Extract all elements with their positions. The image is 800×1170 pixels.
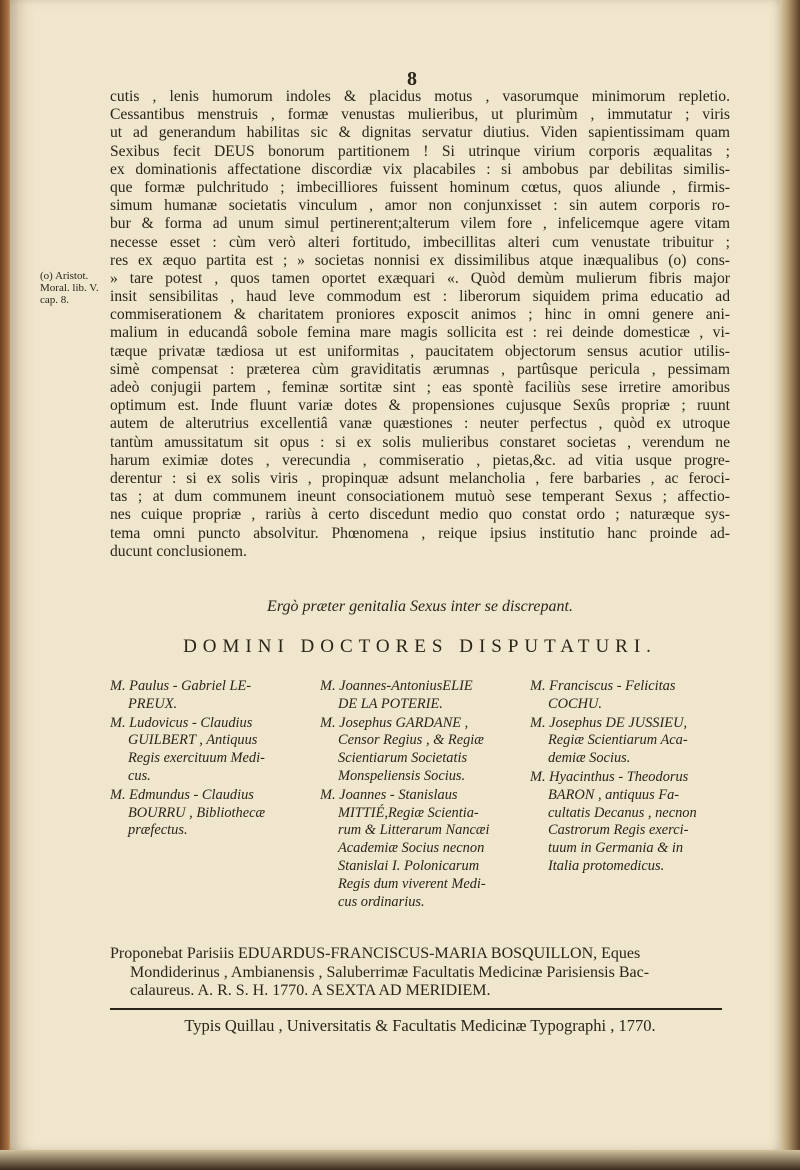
body-line: necesse esset : cùm verò alteri fortitudo, imbecillitas alteri cum venustate tribuitur ; [110,233,730,251]
body-line: tema omni puncto absolvitur. Phœnomena , reique ipsius institutio hanc proinde ad- [110,524,730,542]
printer-imprint: Typis Quillau , Universitatis & Facultatis Medicinæ Typographi , 1770. [184,1016,656,1035]
doctor-line: cus ordinarius. [338,893,425,910]
body-line: Cessantibus menstruis , formæ venustas mulieribus, ut plurimùm , immutatur ; viris [110,106,730,124]
body-line: optimum est. Inde fluunt variæ dotes & propensiones cujusque Sexûs propriæ ; ruunt [110,397,730,415]
doctor-entry [530,678,745,714]
doctor-line: BOURRU , Bibliothecæ [128,804,266,821]
body-line: simè compensat : præterea cùm graviditatis ærumnas , partûsque pericula , pessimam [110,360,730,378]
doctor-line: Scientiarum Societatis [338,750,468,767]
body-line: res ex æquo partita est ; » societas nonnisi ex dissimilibus atque inæqualibus (o) cons- [110,251,730,269]
body-line: insit sensibilitas , haud leve commodum est : liberorum siquidem prima educatio ad [110,288,730,306]
body-line: tas ; at dum communem ineunt consociationem mutuò sese temperant Sexus ; affectio- [110,488,730,506]
body-line: commiserationem & charitatem proniores exposcit animos ; hinc in omni genere ani- [110,306,730,324]
doctor-line: rum & Litterarum Nancæi [338,822,490,839]
body-line: » tare potest , quos tamen oportet exæquari «. Quòd demùm mulierum fibris major [110,269,730,287]
doctor-line: cus. [128,767,151,784]
doctor-line: M. Joannes - Stanislaus [320,786,458,803]
doctor-line: M. Paulus - Gabriel LE- [110,678,252,694]
doctor-line: præfectus. [128,822,188,839]
doctor-line: Academiæ Socius necnon [338,840,485,857]
doctor-line: M. Edmundus - Claudius [110,786,254,803]
body-line: tantùm amussitatum sit opus : si ex solis mulieribus constaret societas , verendum ne [110,433,730,451]
doctor-line: COCHU. [548,695,602,712]
body-line: simum humanæ societatis vinculum , amor non conjunxisset : sin autem corporis ro- [110,197,730,215]
doctors-column-2 [320,678,530,912]
doctor-line: M. Ludovicus - Claudius [110,714,253,731]
doctor-line: PREUX. [128,695,178,712]
body-line: adeò conjugii partem , feminæ sortitæ sint ; eas spontè faciliùs sese irretire amoribus [110,379,730,396]
doctor-line: M. Josephus DE JUSSIEU, [530,714,688,731]
doctor-entry [530,769,745,876]
doctor-line: demiæ Socius. [548,750,631,767]
body-text [110,88,730,561]
body-line: autem de alterutrius excellentiâ vanæ quæstiones : neuter perfectus , quòd ex utroque [110,415,730,433]
body-line: ducunt conclusionem. [110,542,247,560]
doctor-line: Stanislai I. Polonicarum [338,857,480,874]
doctor-line: M. Hyacinthus - Theodorus [530,768,689,785]
body-line: tæque privatæ tædiosa ut est uniformitas , paucitatem objectorum sensus acutior utilis- [110,342,730,360]
doctor-entry [110,678,315,714]
doctor-entry [320,678,530,714]
doctor-line: Italia protomedicus. [548,857,665,874]
printer-rule [110,1008,722,1010]
body-line: derentur : si ex solis viris , propinquæ adsunt melancholia , fere barbaries , ac feroci- [110,469,730,487]
doctor-entry [110,787,315,840]
body-line: nes cuique propriæ , rariùs à certo discedunt medio quo constat ordo ; naturæque sys- [110,506,730,524]
doctor-line: Regis exercituum Medi- [128,750,265,767]
page-number: 8 [407,68,417,90]
page-edge [780,0,800,1170]
doctors-heading: DOMINI DOCTORES DISPUTATURI. [183,636,657,657]
doctor-line: tuum in Germania & in [548,840,684,857]
doctor-line: Censor Regius , & Regiæ [338,732,484,749]
doctor-entry [530,715,745,768]
doctor-line: M. Josephus GARDANE , [320,714,469,731]
doctor-line: GUILBERT , Antiquus [128,732,258,749]
doctor-line: Castrorum Regis exerci- [548,822,689,839]
doctor-line: DE LA POTERIE. [338,695,443,712]
doctors-column-1 [110,678,315,841]
body-line: Sexibus fecit DEUS bonorum partitionem ! Si utrinque virium corporis æqualitas ; [110,142,730,160]
doctor-line: M. Franciscus - Felicitas [530,678,676,694]
proponebat-line: calaureus. A. R. S. H. 1770. A SEXTA AD MERIDIEM. [130,982,491,999]
proponebat-line: Mondiderinus , Ambianensis , Saluberrimæ Facultatis Medicinæ Parisiensis Bac- [130,963,650,981]
doctor-line: Monspeliensis Socius. [338,767,466,784]
doctors-column-3 [530,678,745,877]
doctor-entry [320,787,530,912]
doctor-entry [110,715,315,786]
body-line: ex dominationis affectatione discordiæ vix placabiles : si ambobus par debilitas similis- [110,160,730,178]
doctor-line: MITTIÉ,Regiæ Scientia- [338,804,479,821]
doctor-line: BARON , antiquus Fa- [548,786,680,803]
doctor-line: Regis dum viverent Medi- [338,875,486,892]
body-line: harum eximiæ dotes , verecundia , commiseratio , pietas,&c. ad vitia usque progre- [110,451,730,469]
doctor-entry [320,715,530,786]
page-bottom-edge [0,1150,800,1170]
body-line: bur & forma ad unum simul pertinerent;alterum vilem fore , infelicemque agere vitam [110,215,730,233]
body-line: cutis , lenis humorum indoles & placidus motus , vasorumque minimorum repletio. [110,88,730,105]
proponebat-statement [110,945,730,1001]
doctor-line: cultatis Decanus , necnon [548,804,697,821]
proponebat-line: Proponebat Parisiis EDUARDUS-FRANCISCUS-MARIA BOSQUILLON, Eques [110,945,641,962]
conclusion: Ergò præter genitalia Sexus inter se discrepant. [267,598,573,615]
doctor-line: M. Joannes-AntoniusELIE [320,678,473,694]
body-line: malium in educandâ sobole femina mare magis sollicita est : rei deinde domesticæ , vi- [110,324,730,342]
document-page [10,0,780,1150]
body-line: que formæ pulchritudo ; imbecilliores fuissent hominum cœtus, quos aliunde , firmis- [110,178,730,196]
body-line: ut ad generandum habilitas sic & dignitas servatur diutius. Viden sapientissimam quam [110,124,730,142]
marginal-note: (o) Aristot. Moral. lib. V. cap. 8. [40,270,99,306]
doctor-line: Regiæ Scientiarum Aca- [548,732,688,749]
